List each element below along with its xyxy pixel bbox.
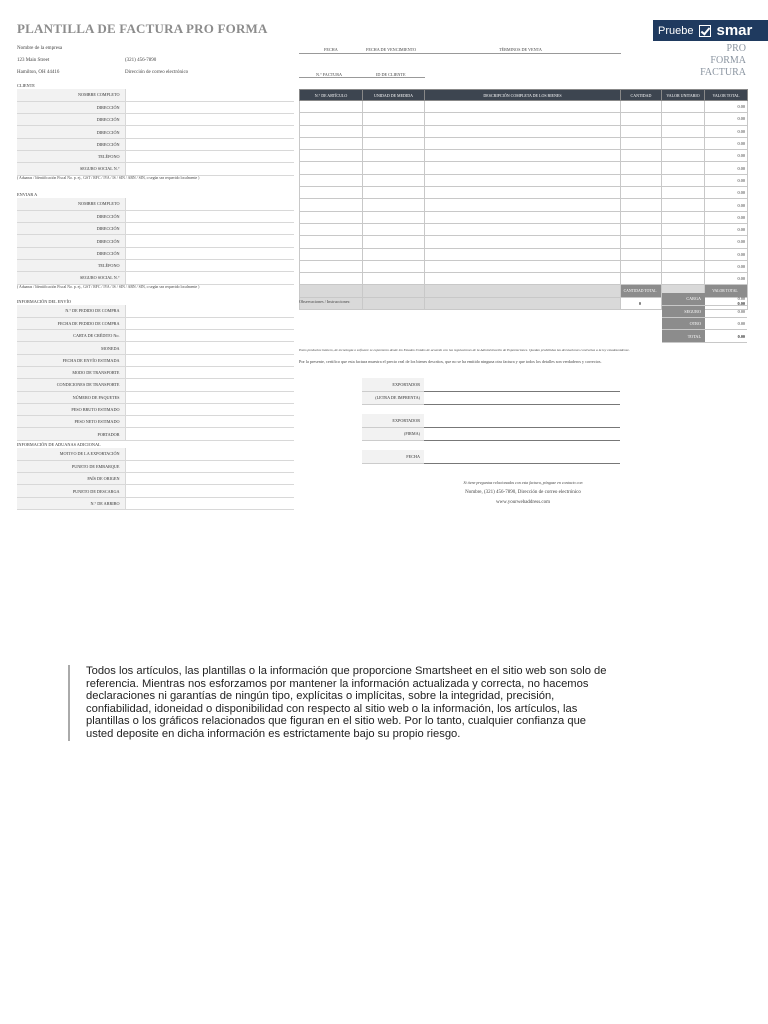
company-email: Dirección de correo electrónico (125, 70, 189, 75)
item-cell[interactable] (621, 199, 662, 211)
item-cell[interactable] (363, 137, 425, 149)
line-total-cell: 0.00 (705, 125, 748, 137)
item-cell[interactable] (621, 260, 662, 272)
brand-prefix: Pruebe (658, 24, 694, 37)
summary-label: SEGURO (662, 305, 705, 317)
fecha-label: FECHA (324, 47, 338, 52)
enviar-label: DIRECCIÓN (17, 235, 125, 247)
factura-label: N.° FACTURA (316, 72, 343, 77)
envio-field[interactable] (125, 416, 294, 428)
item-cell[interactable] (425, 248, 621, 260)
disclaimer: Todos los artículos, las plantillas o la información que proporcione Smartsheet en el sitio web son solo de referencia. Mientras nos esforzamos por mantener la información actualizada y correcta, no hacemos declaraciones ni garantías de ningún tipo, explícitas o implícitas, sobre la integridad, precisión, confiabilidad, idoneidad o disponibilidad con respecto al sitio web o la información, los artículos, las plantillas o los gráficos relacionados que figuran en el sitio web. Por lo tanto, cualquier confianza que usted deposite en dicha información es estrictamente bajo su propio riesgo. (68, 665, 608, 741)
item-cell[interactable] (621, 236, 662, 248)
item-cell[interactable] (662, 187, 705, 199)
item-cell[interactable] (425, 137, 621, 149)
signature-block (362, 414, 620, 441)
enviar-heading: ENVIAR A (17, 192, 38, 197)
enviar-label: DIRECCIÓN (17, 210, 125, 222)
aduanas-label: PAÍS DE ORIGEN (17, 473, 125, 485)
item-cell[interactable] (363, 211, 425, 223)
terminos-label: TÉRMINOS DE VENTA (499, 47, 542, 52)
summary-value: 0.00 (705, 330, 747, 342)
header-divider (299, 77, 425, 78)
line-total-cell: 0.00 (705, 211, 748, 223)
cliente-label: DIRECCIÓN (17, 138, 125, 150)
enviar-field[interactable] (125, 247, 294, 259)
header-divider (299, 53, 621, 54)
page-title: PLANTILLA DE FACTURA PRO FORMA (17, 21, 268, 36)
item-cell[interactable] (300, 260, 363, 272)
table-row (300, 162, 748, 174)
table-row (300, 199, 748, 211)
cliente-note: ( Aduanas / Identificación Fiscal No. p. ej., GST / RFC / IVA / IS / SIN / ABN / SIN, o según sea requerido localmente ) (17, 176, 200, 180)
cliente-field[interactable] (125, 150, 294, 162)
signature-block (362, 378, 620, 405)
envio-label: FECHA DE PEDIDO DE COMPRA (17, 317, 125, 329)
envio-label: CONDICIONES DE TRANSPORTE (17, 379, 125, 391)
item-cell[interactable] (363, 273, 425, 285)
enviar-label: TELÉFONO (17, 259, 125, 271)
line-total-cell: 0.00 (705, 174, 748, 186)
table-cell (425, 285, 621, 297)
item-cell[interactable] (425, 273, 621, 285)
enviar-field[interactable] (125, 235, 294, 247)
item-cell[interactable] (662, 162, 705, 174)
cliente-field[interactable] (125, 163, 294, 175)
table-row (300, 125, 748, 137)
item-cell[interactable] (621, 150, 662, 162)
item-cell[interactable] (300, 101, 363, 113)
cliente-label: NOMBRE COMPLETO (17, 89, 125, 101)
envio-label: NÚMERO DE PAQUETES (17, 391, 125, 403)
cantidad-total-value: 0 (621, 297, 662, 309)
summary-value: 0.00 (705, 318, 747, 330)
item-cell[interactable] (662, 199, 705, 211)
item-cell[interactable] (662, 248, 705, 260)
valor-total-label: VALOR TOTAL (705, 285, 748, 297)
item-cell[interactable] (363, 174, 425, 186)
line-total-cell: 0.00 (705, 187, 748, 199)
item-cell[interactable] (300, 236, 363, 248)
aduanas-label: PUNETO DE DESCARGA (17, 485, 125, 497)
doc-label-line: FORMA (710, 55, 746, 66)
col-header: VALOR TOTAL (705, 90, 748, 101)
aduanas-field[interactable] (125, 448, 294, 460)
table-cell (363, 285, 425, 297)
aduanas-label: MOTIVO DE LA EXPORTACIÓN (17, 448, 125, 460)
signature-label: (FIRMA) (362, 427, 424, 440)
item-cell[interactable] (621, 273, 662, 285)
envio-field[interactable] (125, 305, 294, 317)
company-phone: (321) 456-7890 (125, 58, 157, 63)
item-cell[interactable] (662, 113, 705, 125)
export-notice: Estos productos básicos, de tecnología o software se exportaron desde los Estados Unidos de acuerdo con las regulaciones de la Administración de Exportaciones. Quedan prohibidas las desviaciones contrarias a la ley estadounidense. (299, 348, 630, 352)
item-cell[interactable] (425, 113, 621, 125)
item-cell[interactable] (662, 101, 705, 113)
item-cell[interactable] (363, 187, 425, 199)
aduanas-label: N.° DE ARRIBO (17, 497, 125, 509)
table-row (300, 236, 748, 248)
item-cell[interactable] (363, 162, 425, 174)
item-cell[interactable] (425, 211, 621, 223)
item-cell[interactable] (425, 236, 621, 248)
cliente-heading: CLIENTE (17, 83, 35, 88)
aduanas-field[interactable] (125, 485, 294, 497)
item-cell[interactable] (662, 260, 705, 272)
doc-label-line: PRO (726, 43, 746, 54)
item-cell[interactable] (300, 137, 363, 149)
item-cell[interactable] (662, 273, 705, 285)
company-name: Nombre de la empresa (17, 46, 63, 51)
cliente-label: DIRECCIÓN (17, 126, 125, 138)
item-cell[interactable] (300, 150, 363, 162)
items-table (299, 89, 748, 310)
item-cell[interactable] (662, 125, 705, 137)
item-cell[interactable] (425, 162, 621, 174)
line-total-cell: 0.00 (705, 236, 748, 248)
line-total-cell: 0.00 (705, 273, 748, 285)
cliente-label: DIRECCIÓN (17, 101, 125, 113)
line-total-cell: 0.00 (705, 150, 748, 162)
envio-field[interactable] (125, 317, 294, 329)
summary-label: TOTAL (662, 330, 705, 342)
item-cell[interactable] (621, 187, 662, 199)
item-cell[interactable] (300, 248, 363, 260)
envio-field[interactable] (125, 330, 294, 342)
table-cell (300, 285, 363, 297)
table-row (300, 187, 748, 199)
envio-field[interactable] (125, 379, 294, 391)
envio-table (17, 305, 294, 441)
envio-label: PESO BRUTO ESTIMADO (17, 403, 125, 415)
table-row (300, 211, 748, 223)
aduanas-table (17, 448, 294, 510)
item-cell[interactable] (363, 101, 425, 113)
table-row (300, 248, 748, 260)
item-cell[interactable] (425, 101, 621, 113)
company-street: 123 Main Street (17, 58, 50, 63)
cliente-field[interactable] (125, 101, 294, 113)
item-cell[interactable] (300, 273, 363, 285)
table-row (300, 223, 748, 235)
item-cell[interactable] (300, 223, 363, 235)
envio-field[interactable] (125, 354, 294, 366)
document-label (680, 43, 746, 79)
item-cell[interactable] (363, 236, 425, 248)
item-cell[interactable] (363, 260, 425, 272)
item-cell[interactable] (621, 162, 662, 174)
item-cell[interactable] (425, 260, 621, 272)
smartsheet-trial-banner[interactable] (653, 20, 768, 41)
table-row (300, 150, 748, 162)
table-row (300, 101, 748, 113)
item-cell[interactable] (662, 137, 705, 149)
summary-label: OTRO (662, 318, 705, 330)
aduanas-field[interactable] (125, 460, 294, 472)
line-total-cell: 0.00 (705, 260, 748, 272)
envio-field[interactable] (125, 391, 294, 403)
envio-label: N.° DE PEDIDO DE COMPRA (17, 305, 125, 317)
cliente-field[interactable] (125, 114, 294, 126)
vencimiento-label: FECHA DE VENCIMIENTO (366, 47, 417, 52)
enviar-field[interactable] (125, 223, 294, 235)
cliente-table (17, 89, 294, 176)
item-cell[interactable] (300, 187, 363, 199)
summary-table (662, 293, 747, 343)
observaciones-label: Observaciones / Instrucciones: (299, 299, 351, 304)
item-cell[interactable] (621, 174, 662, 186)
enviar-field[interactable] (125, 272, 294, 284)
signature-field[interactable] (424, 378, 620, 391)
item-cell[interactable] (425, 125, 621, 137)
cantidad-total-label: CANTIDAD TOTAL (621, 285, 662, 297)
envio-field[interactable] (125, 342, 294, 354)
item-cell[interactable] (662, 211, 705, 223)
line-total-cell: 0.00 (705, 248, 748, 260)
signature-label: (LETRA DE IMPRENTA) (362, 391, 424, 404)
col-header: UNIDAD DE MEDIDA (363, 90, 425, 101)
item-cell[interactable] (621, 248, 662, 260)
signature-field[interactable] (424, 391, 620, 404)
item-cell[interactable] (621, 137, 662, 149)
item-cell[interactable] (621, 211, 662, 223)
item-cell[interactable] (425, 174, 621, 186)
cliente-label: DIRECCIÓN (17, 114, 125, 126)
item-cell[interactable] (300, 211, 363, 223)
col-header: VALOR UNITARIO (662, 90, 705, 101)
line-total-cell: 0.00 (705, 101, 748, 113)
aduanas-heading: INFORMACIÓN DE ADUANAS ADICIONAL (17, 442, 101, 447)
item-cell[interactable] (300, 199, 363, 211)
doc-label-line: FACTURA (700, 67, 746, 78)
item-cell[interactable] (662, 174, 705, 186)
signature-field[interactable] (424, 414, 620, 427)
item-cell[interactable] (621, 101, 662, 113)
cliente-field[interactable] (125, 126, 294, 138)
envio-label: MONEDA (17, 342, 125, 354)
item-cell[interactable] (425, 223, 621, 235)
cliente-field[interactable] (125, 138, 294, 150)
enviar-field[interactable] (125, 210, 294, 222)
contact-website[interactable]: www.yourwebaddress.com (495, 500, 551, 505)
valor-total-value: 0.00 (705, 297, 748, 309)
line-total-cell: 0.00 (705, 223, 748, 235)
signature-label: EXPORTADOR (362, 378, 424, 391)
cliente-field[interactable] (125, 89, 294, 101)
envio-label: PESO NETO ESTIMADO (17, 416, 125, 428)
item-cell[interactable] (425, 150, 621, 162)
summary-label: CARGA (662, 293, 705, 305)
brand-name: smar (716, 22, 753, 39)
certify-statement: Por la presente, certifico que esta factura muestra el precio real de los bienes descritos, que no se ha emitido ninguna otra factura y que todos los detalles son verdaderos y correctos. (299, 359, 602, 364)
envio-label: FECHA DE ENVÍO ESTIMADA (17, 354, 125, 366)
enviar-label: DIRECCIÓN (17, 223, 125, 235)
envio-field[interactable] (125, 366, 294, 378)
aduanas-label: PUNETO DE EMBARQUE (17, 460, 125, 472)
cliente-label: TELÉFONO (17, 150, 125, 162)
item-cell[interactable] (363, 125, 425, 137)
item-cell[interactable] (363, 150, 425, 162)
contact-line-2: Nombre, (321) 456-7890, Dirección de correo electrónico (465, 490, 581, 495)
table-row (300, 260, 748, 272)
item-cell[interactable] (662, 223, 705, 235)
item-cell[interactable] (300, 174, 363, 186)
table-cell (425, 297, 621, 309)
signature-block (362, 450, 620, 464)
item-cell[interactable] (621, 223, 662, 235)
line-total-cell: 0.00 (705, 113, 748, 125)
item-cell[interactable] (662, 236, 705, 248)
col-header: DESCRIPCIÓN COMPLETA DE LOS BIENES (425, 90, 621, 101)
enviar-label: DIRECCIÓN (17, 247, 125, 259)
aduanas-field[interactable] (125, 473, 294, 485)
company-city: Hamilton, OH 44416 (17, 70, 60, 75)
table-row (300, 137, 748, 149)
signature-field[interactable] (424, 427, 620, 440)
signature-label: EXPORTADOR (362, 414, 424, 427)
enviar-table (17, 198, 294, 285)
item-cell[interactable] (300, 162, 363, 174)
aduanas-field[interactable] (125, 497, 294, 509)
line-total-cell: 0.00 (705, 137, 748, 149)
enviar-field[interactable] (125, 259, 294, 271)
item-cell[interactable] (363, 223, 425, 235)
summary-value: 0.00 (705, 293, 747, 305)
table-row (300, 273, 748, 285)
enviar-note: ( Aduanas / Identificación Fiscal No. p. ej., GST / RFC / IVA / IS / SIN / ABN / SIN, o según sea requerido localmente ) (17, 285, 200, 289)
col-header: CANTIDAD (621, 90, 662, 101)
envio-label: CARTA DE CRÉDITO No. (17, 330, 125, 342)
item-cell[interactable] (621, 125, 662, 137)
item-cell[interactable] (300, 113, 363, 125)
item-cell[interactable] (300, 125, 363, 137)
envio-field[interactable] (125, 428, 294, 440)
item-cell[interactable] (621, 113, 662, 125)
check-icon (699, 25, 711, 37)
item-cell[interactable] (662, 150, 705, 162)
item-cell[interactable] (363, 113, 425, 125)
enviar-field[interactable] (125, 198, 294, 210)
contact-line-1: Si tiene preguntas relacionadas con esta factura, póngase en contacto con (463, 480, 583, 485)
item-cell[interactable] (363, 199, 425, 211)
envio-label: PORTADOR (17, 428, 125, 440)
summary-value: 0.00 (705, 305, 747, 317)
signature-label: FECHA (362, 450, 424, 463)
enviar-label: NOMBRE COMPLETO (17, 198, 125, 210)
envio-label: MODO DE TRANSPORTE (17, 366, 125, 378)
col-header: N.° DE ARTÍCULO (300, 90, 363, 101)
line-total-cell: 0.00 (705, 162, 748, 174)
item-cell[interactable] (425, 199, 621, 211)
envio-heading: INFORMACIÓN DEL ENVÍO (17, 299, 72, 304)
signature-field[interactable] (424, 450, 620, 463)
item-cell[interactable] (363, 248, 425, 260)
line-total-cell: 0.00 (705, 199, 748, 211)
cliente-id-label: ID DE CLIENTE (376, 72, 406, 77)
table-row (300, 174, 748, 186)
envio-field[interactable] (125, 403, 294, 415)
table-row (300, 113, 748, 125)
enviar-label: SEGURO SOCIAL N.° (17, 272, 125, 284)
table-cell (363, 297, 425, 309)
item-cell[interactable] (425, 187, 621, 199)
cliente-label: SEGURO SOCIAL N.° (17, 163, 125, 175)
